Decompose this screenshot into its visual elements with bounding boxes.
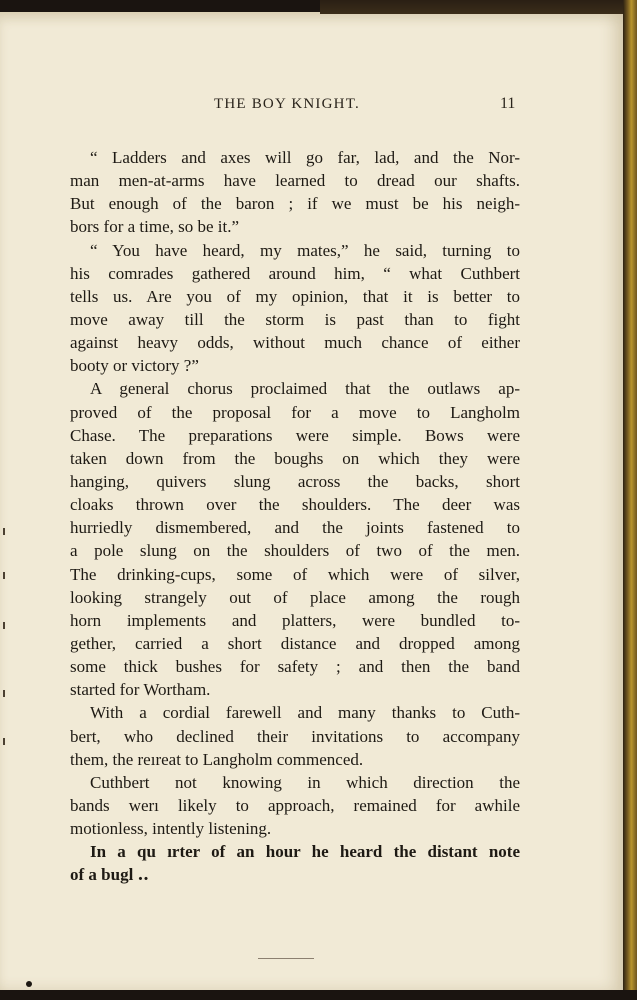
text-line: a pole slung on the shoulders of two of the men. [70,541,520,561]
book-edge [623,0,637,1000]
text-line: With a cordial farewell and many thanks to Cuth- [90,703,520,723]
text-line: A general chorus proclaimed that the outlaws ap- [90,379,520,399]
text-line: against heavy odds, without much chance of either [70,333,520,353]
page-bottom-shadow [0,990,637,1000]
text-line: “ You have heard, my mates,” he said, turning to [90,240,520,260]
margin-mark [3,622,5,629]
text-line: motionless, intently listening. [70,819,272,839]
text-line: started for Wortham. [70,680,211,700]
footer-rule [258,958,314,959]
text-line: horn implements and platters, were bundled to- [70,610,520,630]
running-head: THE BOY KNIGHT. [214,96,360,112]
margin-ink-dot [26,981,32,987]
page-header [0,96,637,118]
text-line: But enough of the baron ; if we must be his neigh- [70,194,520,214]
text-line: In a qu ırter of an hour he heard the distant note [90,842,520,862]
text-line: looking strangely out of place among the rough [70,587,520,607]
text-line: proved of the proposal for a move to Langholm [70,402,520,422]
text-line: Cuthbert not knowing in which direction the [90,772,520,792]
text-line: tells us. Are you of my opinion, that it is better to [70,286,520,306]
text-line: move away till the storm is past than to fight [70,309,520,329]
text-line: booty or victory ?” [70,356,199,376]
text-line: cloaks thrown over the shoulders. The deer was [70,495,520,515]
text-line: Chase. The preparations were simple. Bows were [70,425,520,445]
text-line: hanging, quivers slung across the backs, short [70,471,520,491]
text-line: “ Ladders and axes will go far, lad, and the Nor- [90,148,520,167]
text-line: some thick bushes for safety ; and then the band [70,657,520,677]
text-line: hurriedly dismembered, and the joints fastened to [70,518,520,538]
text-line: bors for a time, so be it.” [70,217,240,237]
page-number: 11 [500,95,516,112]
margin-mark [3,528,5,535]
text-line: his comrades gathered around him, “ what Cuthbert [70,263,520,283]
margin-mark [3,572,5,579]
text-line: taken down from the boughs on which they were [70,448,520,468]
text-line: man men-at-arms have learned to dread our shafts. [70,171,520,191]
text-line: of a bugl ‥ [70,865,149,885]
text-line: gether, carried a short distance and dropped among [70,633,520,653]
text-line: them, the reıreat to Langholm commenced. [70,749,364,769]
text-line: bert, who declined their invitations to accompany [70,726,520,746]
margin-mark [3,738,5,745]
margin-mark [3,690,5,697]
page-top-shadow [320,0,637,14]
body-text [70,146,520,887]
text-line: The drinking-cups, some of which were of silver, [70,564,520,584]
text-line: bands werı likely to approach, remained for awhile [70,795,520,815]
